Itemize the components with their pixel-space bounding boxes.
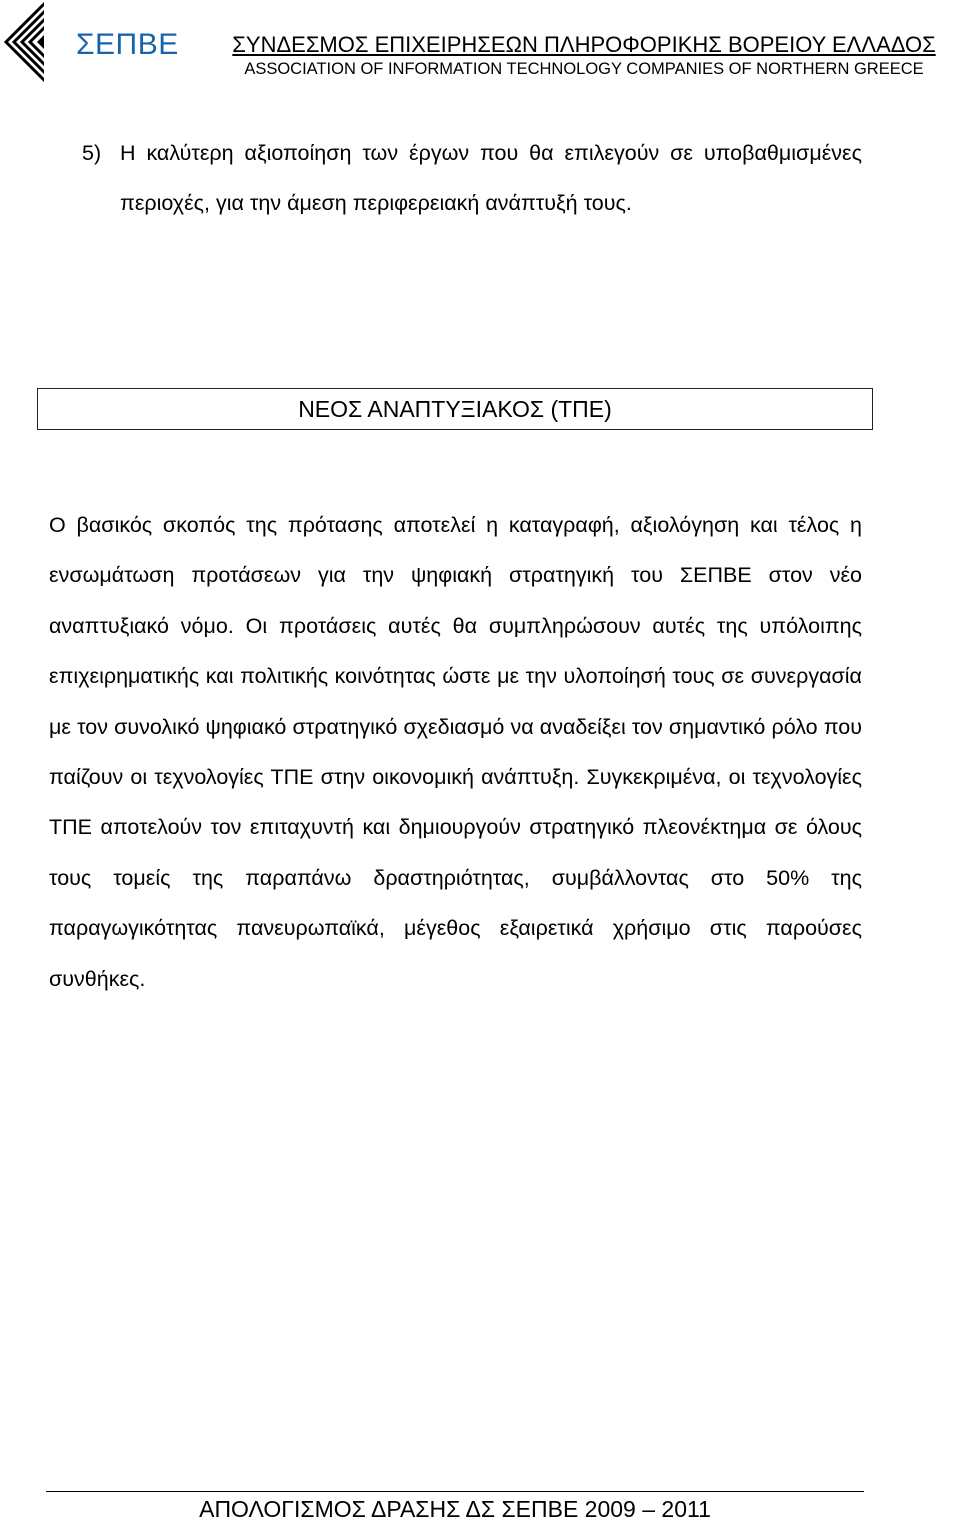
sepve-logo-icon [4,2,84,82]
section-heading-box [37,388,873,430]
logo-text: ΣΕΠΒΕ [76,28,179,61]
footer-divider [46,1491,864,1492]
section-paragraph: Ο βασικός σκοπός της πρότασης αποτελεί η καταγραφή, αξιολόγηση και τέλος η ενσωμάτωση προτάσεων για την ψηφιακή στρατηγική του ΣΕΠΒΕ στον νέο αναπτυξιακό νόμο. Οι προτάσεις αυτές θα συμπληρώσουν αυτές της υπόλοιπης επιχειρηματικής και πολιτικής κοινότητας ώστε με την υλοποίησή τους σε συνεργασία με τον συνολικό ψηφιακό στρατηγικό σχεδιασμό να αναδείξει τον σημαντικό ρόλο που παίζουν οι τεχνολογίες ΤΠΕ στην οικονομική ανάπτυξη. Συγκεκριμένα, οι τεχνολογίες ΤΠΕ αποτελούν τον επιταχυντή και δημιουργούν στρατηγικό πλεονέκτημα σε όλους τους τομείς της παραπάνω δραστηριότητας, συμβάλλοντας στο 50% της παραγωγικότητας πανευρωπαϊκά, μέγεθος εξαιρετικά χρήσιμο στις παρούσες συνθήκες. [49,513,862,991]
association-name-greek: ΣΥΝΔΕΣΜΟΣ ΕΠΙΧΕΙΡΗΣΕΩΝ ΠΛΗΡΟΦΟΡΙΚΗΣ ΒΟΡΕΙΟΥ ΕΛΛΑΔΟΣ [232,32,936,56]
section-title: ΝΕΟΣ ΑΝΑΠΤΥΞΙΑΚΟΣ (ΤΠΕ) [298,396,612,422]
numbered-list-item [82,128,862,228]
association-name-english: ASSOCIATION OF INFORMATION TECHNOLOGY COMPANIES OF NORTHERN GREECE [244,60,924,78]
list-item-text: Η καλύτερη αξιοποίηση των έργων που θα επιλεγούν σε υποβαθμισμένες περιοχές, για την άμεση περιφερειακή ανάπτυξή τους. [120,141,862,215]
list-item-number: 5) [82,141,102,165]
page-header [0,0,960,90]
footer-text: ΑΠΟΛΟΓΙΣΜΟΣ ΔΡΑΣΗΣ ΔΣ ΣΕΠΒΕ 2009 – 2011 [199,1496,711,1522]
